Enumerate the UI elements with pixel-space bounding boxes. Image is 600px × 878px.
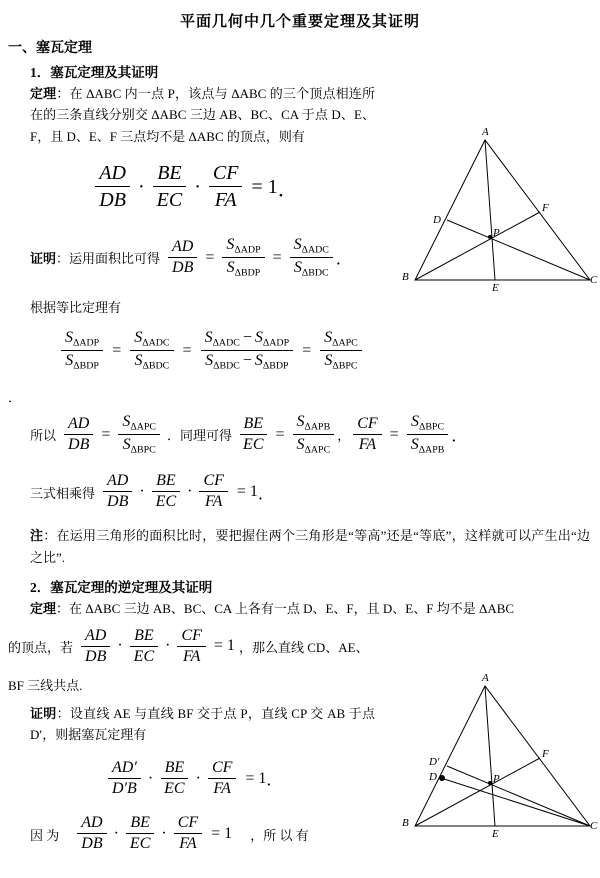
subsection-heading-1: 1．塞瓦定理及其证明 [30,65,159,80]
theorem-2-text4-line: BF 三线共点. [8,678,83,694]
fraction-be-ec-3: $\frac{BE}{EC}$ [152,471,180,513]
note-label: 注 [30,528,44,544]
equals-1: = [205,248,215,266]
multiply-label: 三式相乘得 [30,485,96,501]
fraction-sapc-sbpc: $\frac{S_{\Delta APC}}{S_{\Delta BPC}}$ [118,412,160,457]
figure-1-label-F: F [542,202,549,214]
equals-one-5: = 1 [211,825,233,843]
equals-one: = 1 [251,175,278,198]
figure-2-label-C: C [590,820,598,832]
subsection-heading-2: 2．塞瓦定理的逆定理及其证明 [30,580,213,596]
multiply-three-line [30,471,600,513]
fraction-adprime-dprimeb: $\frac{AD'}{D'B}$ [108,758,141,800]
equals-one-4: = 1 [245,769,267,787]
multiply-operator-5: · [117,637,123,655]
fraction-be-ec-4: $\frac{BE}{EC}$ [130,626,158,668]
note-text: ：在运用三角形的面积比时，要把握住两个三角形是“等高”还是“等底”，这样就可以产生出“边之比”. [30,528,590,565]
proof-1-text: ：运用面积比可得 [56,251,161,267]
fraction-sbpc-sapb: $\frac{S_{\Delta BPC}}{S_{\Delta APB}}$ [407,412,449,457]
conclusion-line [30,412,600,457]
figure-1-label-P: P [493,227,500,239]
figure-1-label-B: B [402,271,409,283]
therefore-label: 所以 [30,428,57,444]
equals-one-3: = 1 [213,637,235,655]
fraction-be-ec: $\frac{BE}{EC}$ [153,161,187,213]
note-paragraph [30,525,590,568]
chain-term-3: $\frac{S_{\Delta ADC} - S_{\Delta ADP}}{S_{\Delta BDC} - S_{\Delta BDP}}$ [201,328,294,373]
period-1: ． [277,178,298,201]
period-2: ． [335,251,352,269]
figure-2-label-P: P [493,773,500,785]
theorem-1-text: ：在 ΔABC 内一点 P，该点与 ΔABC 的三个顶点相连所在的三条直线分别交 ΔABC 三边 AB、BC、CA 于点 D、E、F，且 D、E、F 三点均不是 ΔABC 的顶点，则有 [30,86,375,144]
figure-2-label-D-prime: D′ [429,756,440,768]
fraction-sadc-sbdc: $\frac{S_{\Delta ADC}}{S_{\Delta BDC}}$ [290,235,333,280]
comma-1: ， [337,428,351,444]
fraction-be-ec-6: $\frac{BE}{EC}$ [126,813,154,855]
ratio-theorem-text: 根据等比定理有 [30,299,122,315]
fraction-cf-fa: $\frac{CF}{FA}$ [209,161,243,213]
section-heading-1: 一、塞瓦定理 [8,41,92,56]
equals-2: = [272,248,282,266]
proof-2-paragraph [30,703,375,746]
figure-1-label-A: A [482,126,489,138]
fraction-cf-fa-5: $\frac{CF}{FA}$ [208,758,236,800]
multiply-operator-10: · [161,825,167,843]
multiply-operator-2: · [194,175,201,198]
fraction-ad-db-5: $\frac{AD}{DB}$ [81,626,110,668]
page-title: 平面几何中几个重要定理及其证明 [179,14,420,30]
figure-2-label-A: A [482,672,489,684]
theorem-2-formula-line [8,626,600,668]
chain-eq-2: = [182,341,192,359]
theorem-2-paragraph [30,598,586,619]
ceva-main-formula [20,161,370,213]
because-label: 因 为 [30,827,60,843]
fraction-ad-db-4: $\frac{AD}{DB}$ [103,471,132,513]
eq-a: = [101,425,111,443]
equals-one-2: = 1 [236,483,258,501]
fraction-sadp-sbdp: $\frac{S_{\Delta ADP}}{S_{\Delta BDP}}$ [222,235,264,280]
fraction-cf-fa-4: $\frac{CF}{FA}$ [177,626,205,668]
figure-2-label-F: F [542,748,549,760]
proof-2-label: 证明 [30,705,57,721]
figure-1-label-E: E [492,282,499,294]
figure-1-ceva [385,126,600,302]
fraction-ad-db: $\frac{AD}{DB}$ [95,161,130,213]
chain-eq-1: = [112,341,122,359]
fraction-be-ec-2: $\frac{BE}{EC}$ [239,414,267,456]
fraction-sapb-sapc: $\frac{S_{\Delta APB}}{S_{\Delta APC}}$ [293,412,335,457]
period-3: ． [451,428,468,446]
fraction-ad-db-6: $\frac{AD}{DB}$ [77,813,106,855]
ratio-chain-formula [58,328,600,373]
stray-period: ． [8,390,22,406]
period-4: ． [257,485,274,503]
so-label: ，所 以 有 [250,827,309,843]
chain-term-2: $\frac{S_{\Delta ADC}}{S_{\Delta BDC}}$ [130,328,173,373]
chain-eq-3: = [302,341,312,359]
multiply-operator-8: · [195,769,201,787]
theorem-2-text2: 的顶点，若 [8,639,74,655]
chain-term-1: $\frac{S_{\Delta ADP}}{S_{\Delta BDP}}$ [61,328,103,373]
fraction-cf-fa-3: $\frac{CF}{FA}$ [199,471,227,513]
fraction-cf-fa-2: $\frac{CF}{FA}$ [353,414,381,456]
figure-1-label-D: D [433,214,441,226]
multiply-operator-6: · [165,637,171,655]
period-5: ． [266,772,283,790]
figure-2-svg [385,678,600,853]
theorem-1-paragraph [30,83,375,147]
multiply-operator: · [137,175,145,198]
multiply-operator-4: · [187,483,193,501]
fraction-ad-db-3: $\frac{AD}{DB}$ [64,414,93,456]
figure-2-ceva-converse [385,672,600,853]
same-reason-label: ．同理可得 [167,428,233,444]
figure-1-label-C: C [590,274,598,286]
proof-2-text: ：设直线 AE 与直线 BF 交于点 P，直线 CP 交 AB 于点 D′，则据塞瓦定理有 [30,705,375,743]
fraction-ad-db-2: $\frac{AD}{DB}$ [168,237,197,279]
document-page [0,10,600,878]
figure-2-label-D: D [429,771,437,783]
fraction-cf-fa-6: $\frac{CF}{FA}$ [174,813,202,855]
multiply-operator-9: · [113,825,119,843]
theorem-2-label: 定理 [30,601,57,617]
eq-c: = [389,425,399,443]
fraction-be-ec-5: $\frac{BE}{EC}$ [160,758,188,800]
theorem-1-label: 定理 [30,86,57,101]
figure-2-label-E: E [492,828,499,840]
eq-b: = [275,425,285,443]
theorem-2-text3: ，那么直线 CD、AE、 [238,639,369,655]
multiply-operator-3: · [139,483,145,501]
figure-2-label-B: B [402,817,409,829]
proof-1-label: 证明 [30,251,57,267]
figure-1-svg [385,132,600,302]
chain-term-4: $\frac{S_{\Delta APC}}{S_{\Delta BPC}}$ [320,328,362,373]
theorem-2-text: ：在 ΔABC 三边 AB、BC、CA 上各有一点 D、E、F，且 D、E、F 均不是 ΔABC [56,601,515,617]
multiply-operator-7: · [147,769,154,787]
